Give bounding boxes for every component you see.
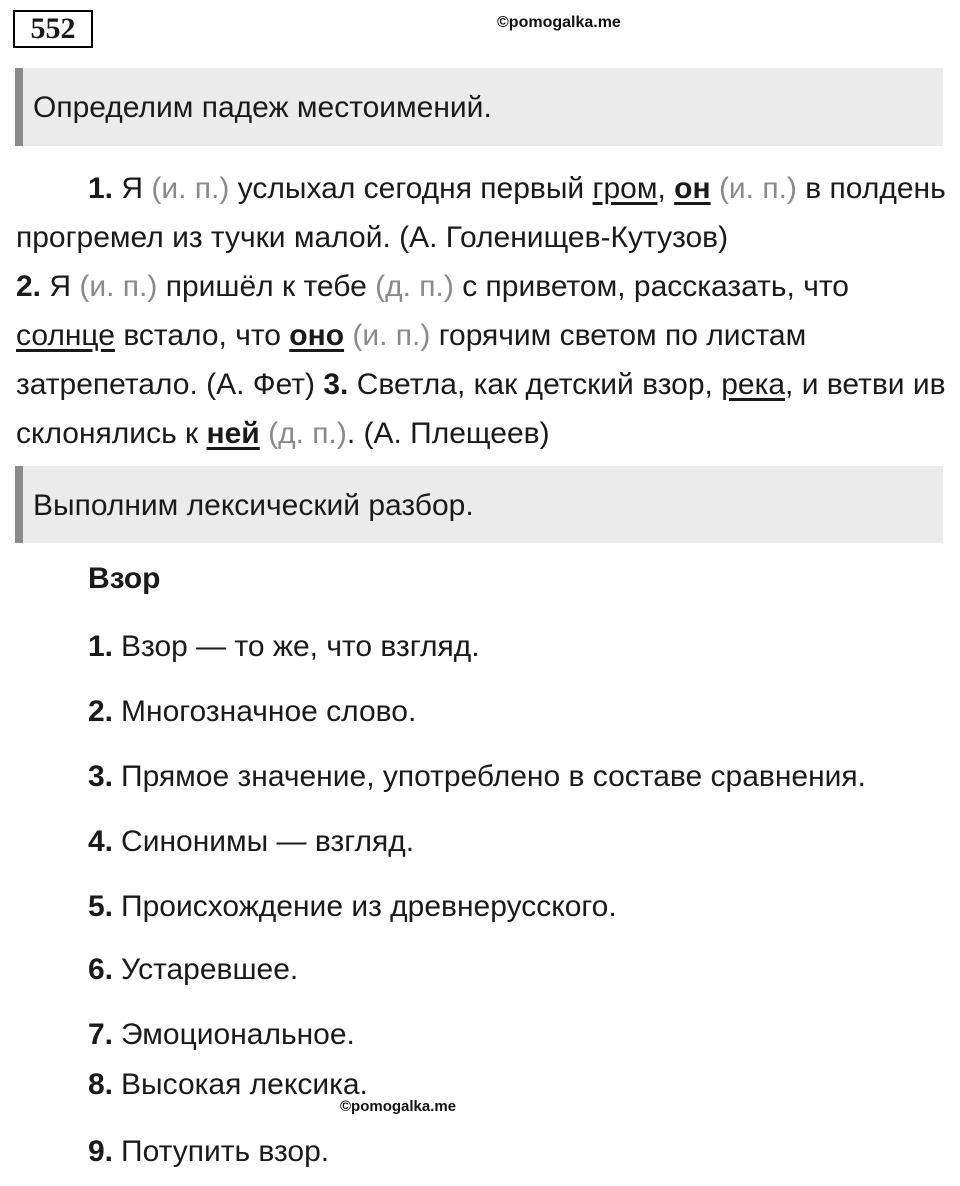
text-fragment: . (А. Плещеев) [346,417,550,450]
text-fragment: встало, что [123,319,281,352]
pronoun-on: он [674,172,711,205]
item-text: Эмоциональное. [121,1018,355,1051]
list-item [88,695,416,729]
item-text: Синонимы — взгляд. [121,825,415,858]
sentence-number-3: 3. [323,368,349,401]
list-item [88,825,414,859]
item-number: 2. [88,695,114,728]
pronoun-ono: оно [289,319,345,352]
task-number: 552 [13,10,93,48]
list-item [88,760,866,794]
antecedent-reka: река [721,368,786,401]
text-fragment: в полдень прогремел из тучки малой. (А. Голенищев-Кутузов) [16,172,946,254]
sentence-number-2: 2. [16,270,42,303]
case-label: (и. п.) [718,172,797,205]
list-item [88,953,298,987]
sentence-number-1: 1. [88,172,114,205]
pronoun-ney: ней [206,417,260,450]
item-number: 8. [88,1068,114,1101]
text-fragment: горячим светом по листам затрепетало. (А. Фет) [16,319,807,401]
item-number: 4. [88,825,114,858]
case-label: (д. п.) [375,270,454,303]
analyzed-word: Взор [88,562,161,595]
item-number: 7. [88,1018,114,1051]
item-text: Устаревшее. [121,953,299,986]
watermark-top: ©pomogalka.me [497,14,621,31]
section-heading-lexical: Выполним лексический разбор. [15,466,943,543]
pronoun-ya-1: Я [121,172,144,205]
item-text: Взор — то же, что взгляд. [121,630,480,663]
text-fragment: , и ветви ив склонялись к [16,368,946,450]
pronoun-ya-2: Я [49,270,72,303]
antecedent-grom: гром [592,172,658,205]
item-text: Высокая лексика. [121,1068,368,1101]
text-fragment: пришёл к тебе [165,270,367,303]
item-text: Прямое значение, употреблено в составе сравнения. [121,760,866,793]
antecedent-solntse: солнце [16,319,115,352]
item-number: 3. [88,760,114,793]
item-text: Многозначное слово. [121,695,417,728]
text-fragment: Светла, как детский взор, [356,368,713,401]
item-number: 5. [88,890,114,923]
list-item [88,1018,355,1052]
item-number: 1. [88,630,114,663]
case-label: (и. п.) [151,172,230,205]
case-label: (и. п.) [352,319,431,352]
exercise-text [16,164,950,458]
text-fragment: с приветом, рассказать, что [462,270,849,303]
case-label: (д. п.) [268,417,347,450]
item-text: Потупить взор. [121,1135,330,1168]
list-item [88,630,480,664]
watermark-bottom: ©pomogalka.me [340,1098,457,1115]
text-fragment: , [657,172,666,205]
section-heading-cases: Определим падеж местоимений. [15,68,943,146]
list-item [88,890,617,924]
case-label: (и. п.) [79,270,158,303]
list-item [88,1135,329,1169]
item-number: 9. [88,1135,114,1168]
item-text: Происхождение из древнерусского. [121,890,617,923]
list-item [88,1068,368,1102]
item-number: 6. [88,953,114,986]
text-fragment: услыхал сегодня первый [237,172,585,205]
